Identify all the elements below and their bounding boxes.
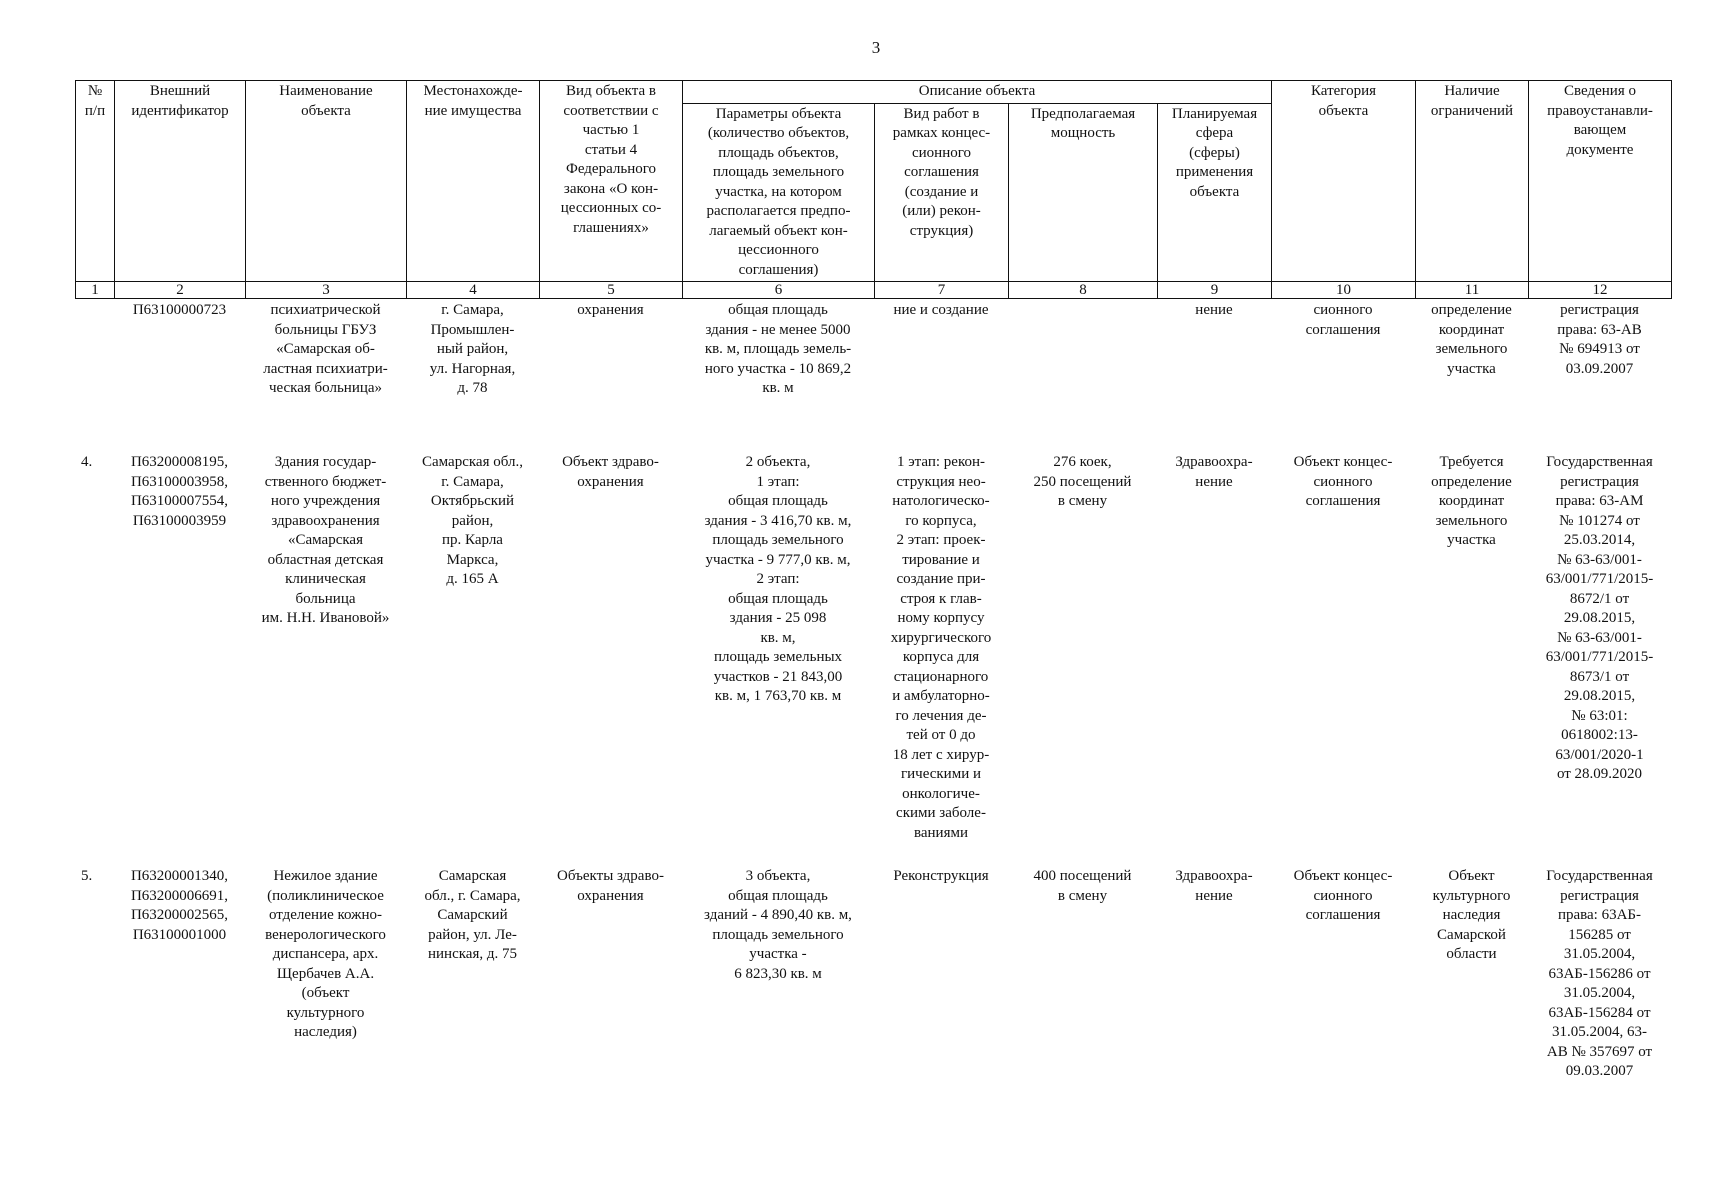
header-location: Местонахожде- ние имущества xyxy=(407,81,540,282)
row-capacity: 276 коек, 250 посещений в смену xyxy=(1033,454,1132,509)
table-row xyxy=(75,301,1671,453)
row-works: 1 этап: рекон- струкция нео- натологическо- го корпуса, 2 этап: проек- тирование и создание при- строя к глав- ному корпусу хирургического корпуса для стационарного и амбулаторно- го лечения де- тей от 0 до 18 лет с хирур- гическими и онкологиче- скими заболе- ваниями xyxy=(890,454,992,841)
row-sphere: нение xyxy=(1195,302,1233,318)
row-document: Государственная регистрация права: 63-АМ № 101274 от 25.03.2014, № 63-63/001- 63/001/771/2015- 8672/1 от 29.08.2015, № 63-63/001- 63/001/771/2015- 8673/1 от 29.08.2015, № 63:01: 0618002:13- 63/001/2020-1 от 28.09.2020 xyxy=(1545,454,1654,782)
header-object-description: Описание объекта xyxy=(683,81,1272,104)
header-sphere: Планируемая сфера (сферы) применения объекта xyxy=(1158,103,1272,282)
row-category: Объект концес- сионного соглашения xyxy=(1293,454,1393,509)
row-object-name: психиатрической больницы ГБУЗ «Самарская об- ластная психиатри- ческая больница» xyxy=(263,302,388,396)
header-parameters: Параметры объекта (количество объектов, площадь объектов, площадь земельного участка, на котором располагается предпо- лагаемый объект кон- цессионного соглашения) xyxy=(683,103,875,282)
row-external-id: П63100000723 xyxy=(132,302,227,318)
column-number: 5 xyxy=(540,282,683,299)
row-object-type: Объекты здраво- охранения xyxy=(557,868,664,904)
row-capacity: 400 посещений в смену xyxy=(1033,868,1132,904)
table-row xyxy=(75,867,1671,1097)
row-restrictions: определение координат земельного участка xyxy=(1431,302,1512,377)
row-category: сионного соглашения xyxy=(1305,302,1381,338)
row-object-name: Нежилое здание (поликлиническое отделение кожно- венерологического диспансера, арх. Щербачев А.А. (объект культурного наследия) xyxy=(265,868,386,1040)
row-location: г. Самара, Промышлен- ный район, ул. Нагорная, д. 78 xyxy=(429,302,516,396)
row-restrictions: Объект культурного наследия Самарской области xyxy=(1432,868,1511,962)
column-number: 3 xyxy=(246,282,407,299)
column-number: 8 xyxy=(1009,282,1158,299)
header-restrictions: Наличие ограничений xyxy=(1416,81,1529,282)
row-sphere: Здравоохра- нение xyxy=(1175,454,1253,490)
header-object-name: Наименование объекта xyxy=(246,81,407,282)
row-object-type: охранения xyxy=(577,302,644,318)
row-object-name: Здания государ- ственного бюджет- ного учреждения здравоохранения «Самарская областная детская клиническая больница им. Н.Н. Ивановой» xyxy=(261,454,390,626)
row-document: регистрация права: 63-АВ № 694913 от 03.09.2007 xyxy=(1557,302,1642,377)
row-number: 5. xyxy=(81,868,93,884)
row-capacity xyxy=(1008,301,1157,453)
row-category: Объект концес- сионного соглашения xyxy=(1293,868,1393,923)
row-parameters: общая площадь здания - не менее 5000 кв. м, площадь земель- ного участка - 10 869,2 кв. м xyxy=(704,302,852,396)
row-document: Государственная регистрация права: 63АБ- 156285 от 31.05.2004, 63АБ-156286 от 31.05.2004, 63АБ-156284 от 31.05.2004, 63- АВ № 357697 от 09.03.2007 xyxy=(1546,868,1653,1079)
column-number: 7 xyxy=(875,282,1009,299)
header-capacity: Предполагаемая мощность xyxy=(1009,103,1158,282)
table-row xyxy=(75,453,1671,867)
row-works: ние и создание xyxy=(893,302,989,318)
row-external-id: П63200001340, П63200006691, П63200002565, П63100001000 xyxy=(130,868,229,943)
table-body xyxy=(75,301,1671,1097)
table-header xyxy=(75,80,1672,299)
row-location: Самарская обл., г. Самара, Октябрьский район, пр. Карла Маркса, д. 165 А xyxy=(422,454,523,587)
column-number: 6 xyxy=(683,282,875,299)
row-object-type: Объект здраво- охранения xyxy=(562,454,659,490)
header-works: Вид работ в рамках концес- сионного соглашения (создание и (или) рекон- струкция) xyxy=(875,103,1009,282)
header-category: Категория объекта xyxy=(1272,81,1416,282)
column-number: 11 xyxy=(1416,282,1529,299)
row-external-id: П63200008195, П63100003958, П63100007554, П63100003959 xyxy=(130,454,229,529)
header-document: Сведения о правоустанавли- вающем документе xyxy=(1529,81,1672,282)
row-restrictions: Требуется определение координат земельного участка xyxy=(1431,454,1512,548)
header-number: № п/п xyxy=(76,81,115,282)
column-number: 4 xyxy=(407,282,540,299)
column-number: 10 xyxy=(1272,282,1416,299)
row-works: Реконструкция xyxy=(893,868,989,884)
column-number: 1 xyxy=(76,282,115,299)
header-external-id: Внешний идентификатор xyxy=(115,81,246,282)
row-location: Самарская обл., г. Самара, Самарский район, ул. Ле- нинская, д. 75 xyxy=(424,868,521,962)
header-object-type: Вид объекта в соответствии с частью 1 статьи 4 Федерального закона «О кон- цессионных со- глашениях» xyxy=(540,81,683,282)
column-number: 9 xyxy=(1158,282,1272,299)
row-number: 4. xyxy=(81,454,93,470)
row-number xyxy=(75,301,114,453)
row-parameters: 3 объекта, общая площадь зданий - 4 890,40 кв. м, площадь земельного участка - 6 823,30 кв. м xyxy=(704,868,852,982)
row-parameters: 2 объекта, 1 этап: общая площадь здания - 3 416,70 кв. м, площадь земельного участка - 9 777,0 кв. м, 2 этап: общая площадь здания - 25 098 кв. м, площадь земельных участков - 21 843,00 кв. м, 1 763,70 кв. м xyxy=(704,454,852,704)
column-number: 12 xyxy=(1529,282,1672,299)
page-number: 3 xyxy=(871,38,881,57)
row-sphere: Здравоохра- нение xyxy=(1175,868,1253,904)
column-number: 2 xyxy=(115,282,246,299)
